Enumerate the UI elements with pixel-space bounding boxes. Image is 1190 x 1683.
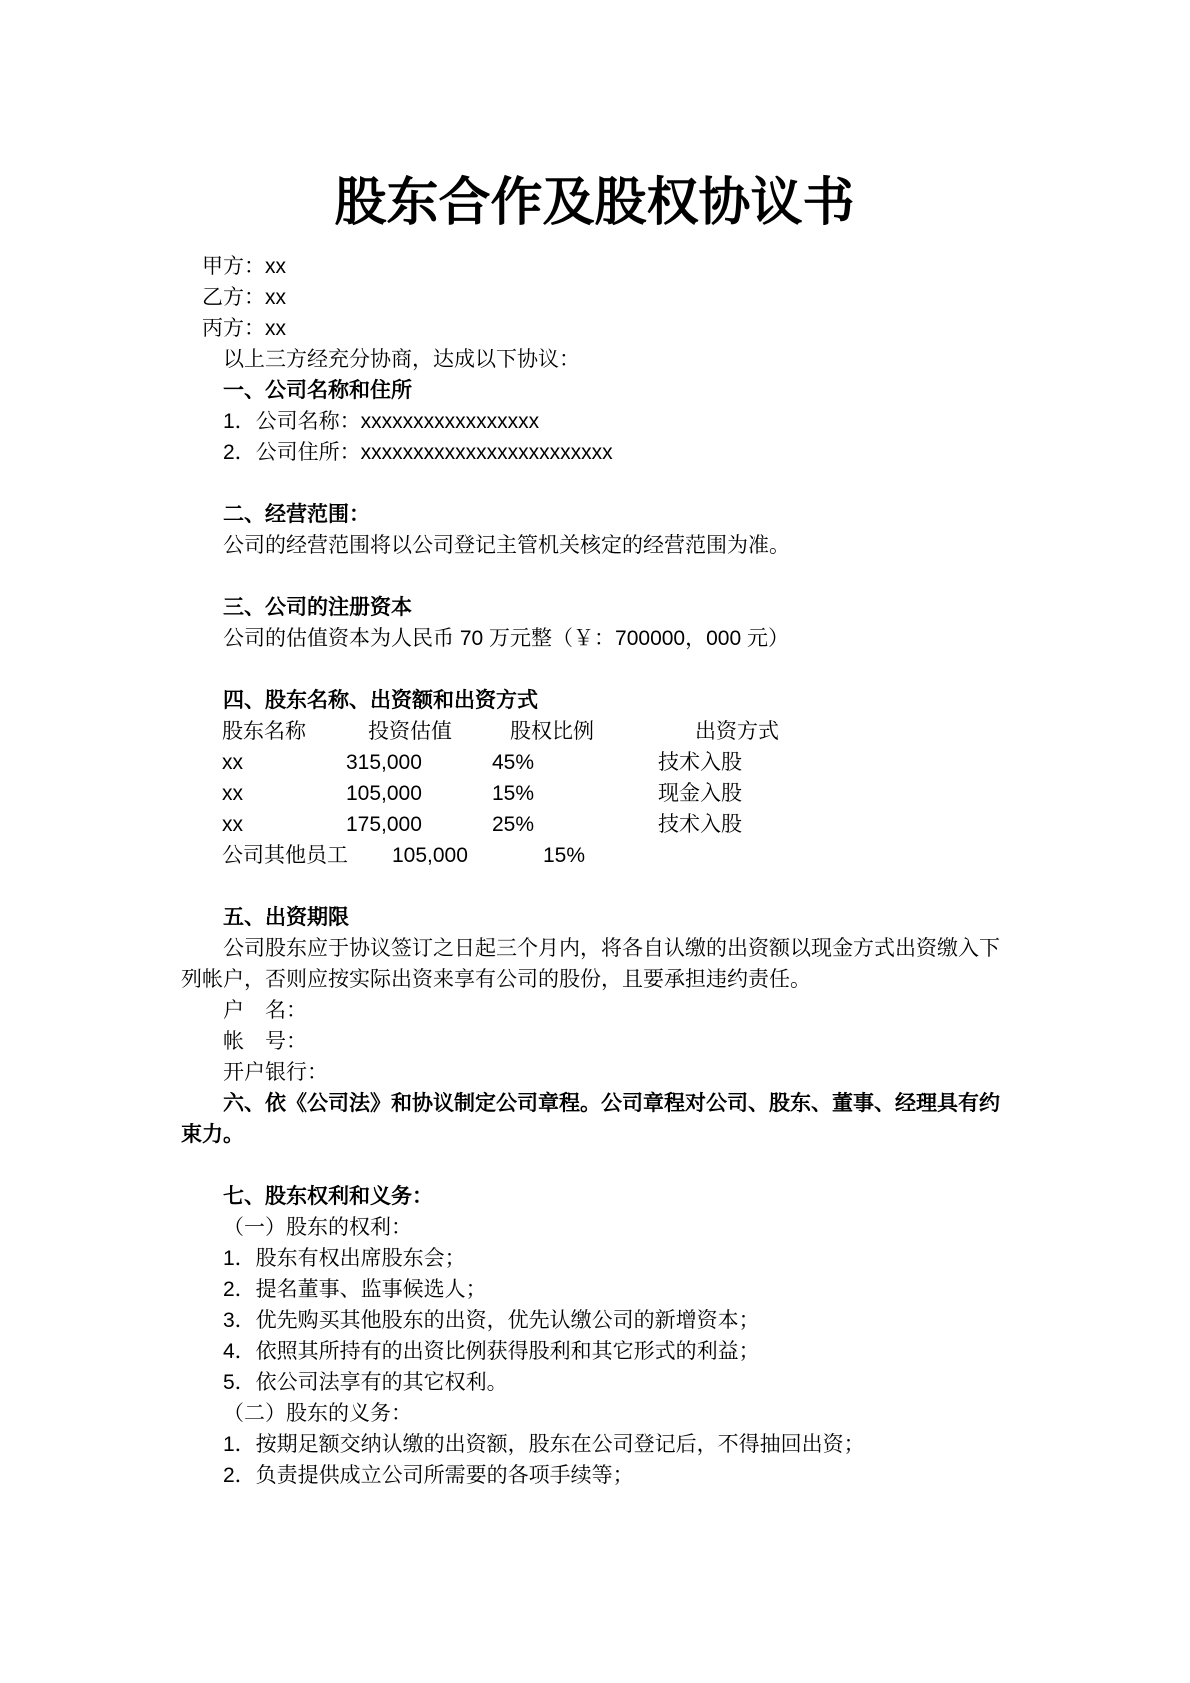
section-4-heading: 四、股东名称、出资额和出资方式: [223, 689, 538, 712]
column-header-shareholder-name: 股东名称: [222, 720, 306, 743]
party-a-line: 甲方：xx: [202, 255, 286, 278]
cell-investment-value: 175,000: [346, 813, 422, 836]
column-header-contribution-method: 出资方式: [695, 720, 779, 743]
duties-item: 1．按期足额交纳认缴的出资额，股东在公司登记后，不得抽回出资；: [223, 1433, 865, 1456]
cell-equity-ratio: 15%: [492, 782, 535, 805]
column-header-investment-value: 投资估值: [368, 720, 452, 743]
document-title: 股东合作及股权协议书: [334, 174, 855, 232]
cell-investment-value: 315,000: [346, 751, 422, 774]
rights-item: 1．股东有权出席股东会；: [223, 1247, 466, 1270]
shareholder-table-row: [181, 840, 1008, 871]
section-7-heading: 七、股东权利和义务：: [223, 1185, 433, 1208]
cell-shareholder-name: xx: [222, 751, 243, 774]
cell-investment-value: 105,000: [392, 844, 468, 867]
rights-item: 2．提名董事、监事候选人；: [223, 1278, 487, 1301]
bank-line: 开户银行：: [223, 1061, 328, 1084]
section-1-heading: 一、公司名称和住所: [223, 379, 412, 402]
cell-shareholder-name: 公司其他员工: [222, 844, 348, 867]
account-name-line: 户 名：: [223, 999, 307, 1022]
shareholder-table-row: [181, 809, 1008, 840]
cell-equity-ratio: 45%: [492, 751, 535, 774]
preamble-line: 以上三方经充分协商，达成以下协议：: [223, 348, 580, 371]
section-3-body: 公司的估值资本为人民币 70 万元整（￥：700000，000 元）: [223, 627, 789, 650]
account-number-line: 帐 号：: [223, 1030, 307, 1053]
shareholder-table-row: [181, 747, 1008, 778]
cell-investment-value: 105,000: [346, 782, 422, 805]
cell-contribution-method: 技术入股: [658, 813, 742, 836]
section-2-body: 公司的经营范围将以公司登记主管机关核定的经营范围为准。: [223, 534, 790, 557]
section-1-item-company-name: 1．公司名称：xxxxxxxxxxxxxxxxx: [223, 410, 540, 433]
shareholder-table-row: [181, 778, 1008, 809]
rights-item: 3．优先购买其他股东的出资，优先认缴公司的新增资本；: [223, 1309, 760, 1332]
section-6-paragraph: 六、依《公司法》和协议制定公司章程。公司章程对公司、股东、董事、经理具有约束力。: [181, 1092, 1000, 1146]
cell-contribution-method: 现金入股: [658, 782, 742, 805]
cell-equity-ratio: 15%: [543, 844, 586, 867]
cell-contribution-method: 技术入股: [658, 751, 742, 774]
cell-shareholder-name: xx: [222, 782, 243, 805]
rights-item: 4．依照其所持有的出资比例获得股利和其它形式的利益；: [223, 1340, 760, 1363]
cell-shareholder-name: xx: [222, 813, 243, 836]
column-header-equity-ratio: 股权比例: [510, 720, 594, 743]
shareholder-rights-subheading: （一）股东的权利：: [223, 1216, 412, 1239]
rights-item: 5．依公司法享有的其它权利。: [223, 1371, 508, 1394]
shareholder-duties-subheading: （二）股东的义务：: [223, 1402, 412, 1425]
cell-equity-ratio: 25%: [492, 813, 535, 836]
party-c-line: 丙方：xx: [202, 317, 286, 340]
section-2-heading: 二、经营范围：: [223, 503, 370, 526]
section-1-item-company-address: 2．公司住所：xxxxxxxxxxxxxxxxxxxxxxxx: [223, 441, 613, 464]
section-5-heading: 五、出资期限: [223, 906, 349, 929]
section-3-heading: 三、公司的注册资本: [223, 596, 412, 619]
shareholder-table-header-row: [181, 716, 1008, 747]
section-5-body: 公司股东应于协议签订之日起三个月内，将各自认缴的出资额以现金方式出资缴入下列帐户，否则应按实际出资来享有公司的股份，且要承担违约责任。: [181, 937, 1000, 991]
duties-item: 2．负责提供成立公司所需要的各项手续等；: [223, 1464, 634, 1487]
party-b-line: 乙方：xx: [202, 286, 286, 309]
